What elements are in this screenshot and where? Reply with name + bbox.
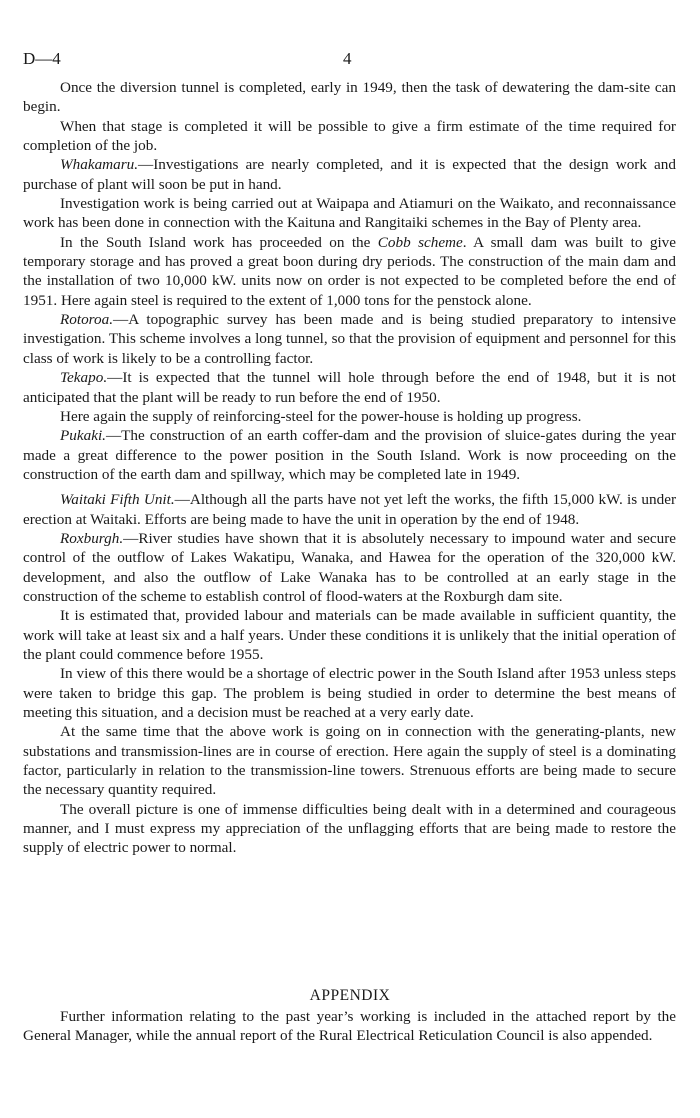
- paragraph-diversion-tunnel: Once the diversion tunnel is completed, early in 1949, then the task of dewatering the dam-site can begin.: [23, 79, 676, 116]
- paragraph-completion-estimate: When that stage is completed it will be possible to give a firm estimate of the time required for completion of the job.: [23, 117, 676, 155]
- paragraph-overall-picture: The overall picture is one of immense difficulties being dealt with in a determined and courageous manner, and I must express my appreciation of the unflagging efforts that are being made to restore the supply of electric power to normal.: [23, 800, 676, 857]
- appendix-heading: APPENDIX: [309, 987, 391, 1004]
- paragraph-pukaki: Pukaki.—The construction of an earth coffer-dam and the provision of sluice-gates during the year made a great difference to the power position in the South Island. Work is now proceeding on the construction of the earth dam and spillway, which may be completed late in 1949.: [23, 427, 676, 483]
- page-number: 4: [343, 49, 352, 68]
- page-reference: D—4: [23, 49, 61, 68]
- paragraph-tekapo: Tekapo.—It is expected that the tunnel will hole through before the end of 1948, but it is not anticipated that the plant will be ready to run before the end of 1950.: [23, 369, 676, 406]
- paragraph-waikato-investigation: Investigation work is being carried out at Waipapa and Atiamuri on the Waikato, and reconnaissance work has been done in connection with the Kaituna and Rangitaiki schemes in the Bay of Plenty area.: [23, 195, 676, 232]
- heading-cobb-scheme: Cobb scheme: [377, 233, 463, 251]
- heading-tekapo: Tekapo.: [60, 369, 108, 387]
- heading-whakamaru: Whakamaru.: [60, 156, 139, 174]
- heading-roxburgh: Roxburgh.: [60, 529, 124, 547]
- paragraph-waitaki-fifth-unit: Waitaki Fifth Unit.—Although all the parts have not yet left the works, the fifth 15,000 kW. is under erection at Waitaki. Efforts are being made to have the unit in operation by the end of 1948.: [23, 491, 677, 528]
- paragraph-roxburgh: Roxburgh.—River studies have shown that it is absolutely necessary to impound water and secure control of the outflow of Lakes Wakatipu, Wanaka, and Hawea for the operation of the 320,000 kW. development, and also the outflow of Lake Wanaka has to be controlled at an early stage in the construction of the scheme to establish control of flood-waters at the Roxburgh dam site.: [23, 529, 676, 605]
- paragraph-estimate-duration: It is estimated that, provided labour and materials can be made available in sufficient quantity, the work will take at least six and a half years. Under these conditions it is unlikely that the initial operation of the plant could commence before 1955.: [23, 607, 676, 663]
- paragraph-rotoroa: Rotoroa.—A topographic survey has been made and is being studied preparatory to intensive investigation. This scheme involves a long tunnel, so that the provision of equipment and personnel for this class of work is likely to be a controlling factor.: [23, 311, 676, 367]
- report-body: [23, 78, 676, 858]
- heading-pukaki: Pukaki.: [60, 427, 106, 445]
- paragraph-cobb-scheme: In the South Island work has proceeded on the Cobb scheme. A small dam was built to give temporary storage and has proved a great boon during dry periods. The construction of the main dam and the installation of two 10,000 kW. units now on order is not expected to be completed before the end of 1951. Here again steel is required to the extent of 1,000 tons for the penstock alone.: [23, 233, 676, 309]
- paragraph-power-shortage: In view of this there would be a shortage of electric power in the South Island after 1953 unless steps were taken to bridge this gap. The problem is being studied in order to determine the best means of meeting this situation, and a decision must be reached at a very early date.: [23, 665, 676, 721]
- paragraph-reinforcing-steel: Here again the supply of reinforcing-steel for the power-house is holding up progress.: [60, 407, 582, 425]
- heading-rotoroa: Rotoroa.: [60, 311, 114, 329]
- paragraph-whakamaru: Whakamaru.—Investigations are nearly completed, and it is expected that the design work and purchase of plant will soon be put in hand.: [23, 156, 676, 193]
- appendix-body: [23, 1007, 676, 1046]
- paragraph-transmission-lines: At the same time that the above work is going on in connection with the generating-plants, new substations and transmission-lines are in course of erection. Here again the supply of steel is a dominating factor, particularly in relation to the transmission-line towers. Strenuous efforts are being made to secure the necessary quantity required.: [23, 723, 676, 799]
- paragraph-appendix: Further information relating to the past year’s working is included in the attached report by the General Manager, while the annual report of the Rural Electrical Reticulation Council is also appended.: [23, 1008, 676, 1045]
- heading-waitaki-fifth-unit: Waitaki Fifth Unit.: [60, 491, 175, 509]
